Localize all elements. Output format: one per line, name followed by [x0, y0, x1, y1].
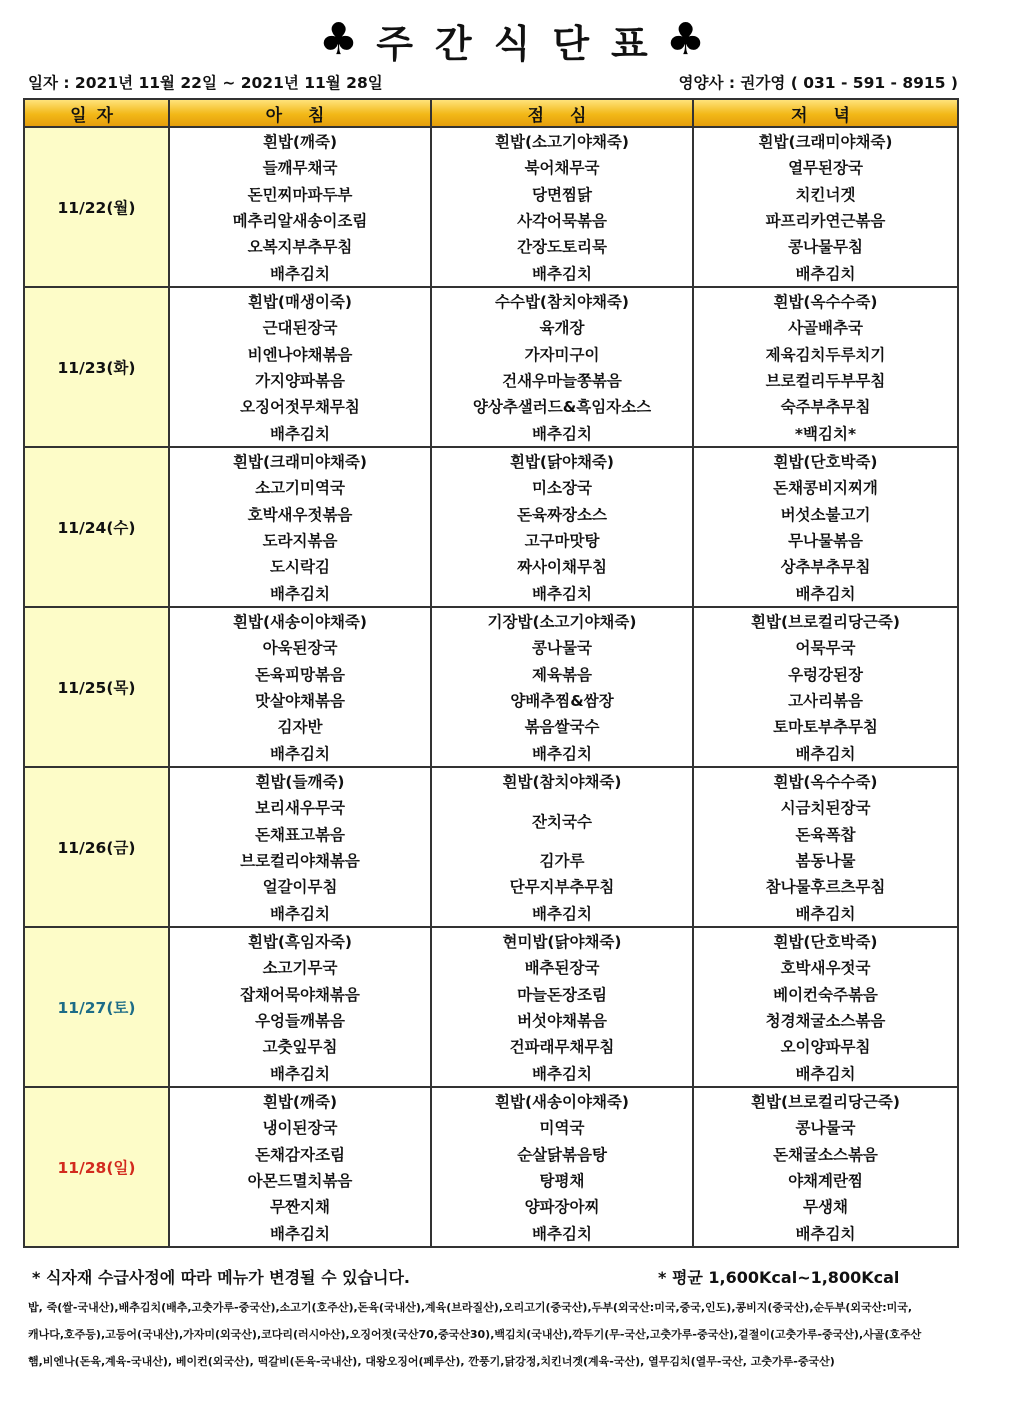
- day-date: 11/24(수): [24, 447, 169, 607]
- day-date: 11/23(화): [24, 287, 169, 447]
- dinner-cell: [693, 767, 958, 927]
- menu-item: 돈채표고볶음: [255, 825, 345, 844]
- menu-item: 배추김치: [270, 1064, 330, 1083]
- menu-item: 시금치된장국: [780, 799, 871, 818]
- menu-item: 콩나물국: [532, 639, 592, 658]
- title-text: 주간식단표: [376, 21, 670, 66]
- menu-item: 단무지부추무침: [509, 878, 615, 897]
- menu-item: 건파래무채무침: [509, 1038, 615, 1057]
- breakfast-cell: [169, 1087, 431, 1247]
- day-date: 11/25(목): [24, 607, 169, 767]
- menu-item: 배추김치: [532, 1224, 592, 1243]
- menu-item: 고춧잎무침: [262, 1038, 338, 1057]
- menu-item: 탕평채: [539, 1172, 585, 1191]
- menu-item: 배추김치: [795, 1064, 856, 1083]
- subheader: [28, 70, 958, 94]
- menu-item: 양배추찜&쌈장: [510, 692, 614, 711]
- menu-item: 순살닭볶음탕: [517, 1145, 607, 1164]
- menu-item: 흰밥(단호박죽): [773, 453, 878, 472]
- menu-item: 돈채콩비지찌개: [773, 479, 878, 498]
- menu-item: 흰밥(브로컬리당근죽): [751, 1093, 900, 1112]
- menu-item: 배추김치: [270, 264, 330, 283]
- menu-item: 봄동나물: [795, 852, 856, 871]
- menu-item: 미소장국: [532, 479, 592, 498]
- menu-item: 김가루: [539, 852, 585, 871]
- column-header-dinner: 저 녁: [693, 99, 958, 127]
- menu-item: 토마토부추무침: [773, 718, 878, 737]
- menu-item: 돈채감자조림: [255, 1145, 345, 1164]
- menu-item: 흰밥(새송이야채죽): [233, 613, 367, 632]
- menu-item: 콩나물국: [795, 1119, 856, 1138]
- day-row: [24, 127, 958, 287]
- menu-item: 흰밥(새송이야채죽): [495, 1093, 629, 1112]
- menu-item: 아몬드멸치볶음: [247, 1172, 353, 1191]
- menu-item: 무생채: [803, 1198, 848, 1217]
- menu-item: 도시락김: [270, 558, 330, 577]
- menu-item: 오이양파무침: [780, 1038, 871, 1057]
- menu-item: 소고기미역국: [255, 479, 345, 498]
- menu-item: 흰밥(참치야채죽): [502, 773, 622, 792]
- menu-item: 흰밥(들깨죽): [255, 773, 345, 792]
- menu-item: 흰밥(크래미야채죽): [233, 453, 367, 472]
- menu-item: 배추김치: [532, 744, 592, 763]
- menu-item: 치킨너겟: [795, 185, 856, 204]
- menu-item: 고사리볶음: [788, 692, 863, 711]
- menu-item: 비엔나야채볶음: [247, 345, 353, 364]
- menu-item: 양상추샐러드&흑임자소스: [472, 398, 652, 417]
- menu-item: 우엉들깨볶음: [255, 1012, 345, 1031]
- menu-item: 배추김치: [532, 264, 592, 283]
- menu-item: 호박새우젓볶음: [247, 505, 353, 524]
- menu-item: *백김치*: [794, 424, 857, 443]
- menu-item: 흰밥(매생이죽): [247, 293, 352, 312]
- menu-item: 야채계란찜: [788, 1172, 863, 1191]
- menu-item: 잔치국수: [532, 812, 592, 831]
- menu-item: 고구마맛탕: [524, 532, 600, 551]
- breakfast-cell: [169, 767, 431, 927]
- menu-item: 제육김치두루치기: [765, 345, 886, 364]
- menu-item: 북어채무국: [524, 159, 600, 178]
- dinner-cell: [693, 287, 958, 447]
- dinner-cell: [693, 1087, 958, 1247]
- menu-item: 제육볶음: [532, 665, 592, 684]
- dietitian-label: 영양사 : 권가영 ( 031 - 591 - 8915 ): [678, 74, 958, 92]
- breakfast-cell: [169, 927, 431, 1087]
- menu-item: 청경채굴소스볶음: [765, 1012, 886, 1031]
- menu-item: 열무된장국: [788, 159, 863, 178]
- menu-item: 배추된장국: [524, 959, 600, 978]
- breakfast-cell: [169, 287, 431, 447]
- menu-item: 짜사이채무침: [517, 558, 607, 577]
- menu-item: 배추김치: [795, 1224, 856, 1243]
- menu-item: 오징어젓무채무침: [240, 398, 360, 417]
- column-header-breakfast: 아 침: [169, 99, 431, 127]
- menu-item: 잡채어묵야채볶음: [240, 985, 360, 1004]
- menu-item: 김자반: [277, 718, 323, 737]
- menu-item: 브로컬리야채볶음: [240, 852, 360, 871]
- menu-item: 상추부추무침: [780, 558, 871, 577]
- origin-line: 햄,비엔나(돈육,계육-국내산), 베이컨(외국산), 떡갈비(돈육-국내산), 대왕오징어(페루산), 깐풍기,닭강정,치킨너겟(계육-국산), 열무김치(열무-국산, 고춧가루-중국산): [28, 1355, 835, 1368]
- lunch-cell: [431, 447, 693, 607]
- menu-item: 기장밥(소고기야채죽): [487, 613, 637, 632]
- menu-item: 배추김치: [532, 1064, 592, 1083]
- menu-item: 사골배추국: [788, 319, 863, 338]
- menu-item: 파프리카연근볶음: [765, 212, 886, 231]
- menu-item: 흰밥(흑임자죽): [247, 933, 352, 952]
- menu-item: 맛살야채볶음: [255, 692, 345, 711]
- menu-item: 배추김치: [532, 584, 592, 603]
- column-header-date: 일자: [24, 99, 169, 127]
- menu-item: 돈육짜장소스: [517, 505, 607, 524]
- menu-item: 흰밥(크래미야채죽): [758, 133, 893, 152]
- menu-item: 볶음쌀국수: [524, 718, 600, 737]
- menu-item: 배추김치: [270, 904, 330, 923]
- menu-item: 양파장아찌: [524, 1198, 600, 1217]
- day-row: [24, 447, 958, 607]
- menu-item: 흰밥(단호박죽): [773, 933, 878, 952]
- change-notice: * 식자재 수급사정에 따라 메뉴가 변경될 수 있습니다.: [32, 1268, 411, 1287]
- dinner-cell: [693, 127, 958, 287]
- club-icon-left: ♣: [318, 14, 359, 65]
- menu-item: 무짠지채: [270, 1198, 330, 1217]
- menu-item: 배추김치: [795, 264, 856, 283]
- menu-item: 도라지볶음: [262, 532, 338, 551]
- menu-item: 흰밥(소고기야채죽): [495, 133, 629, 152]
- lunch-cell: [431, 607, 693, 767]
- day-row: [24, 927, 958, 1087]
- menu-item: 배추김치: [532, 424, 592, 443]
- menu-item: 돈육피망볶음: [255, 665, 345, 684]
- menu-item: 오복지부추무침: [247, 238, 353, 257]
- menu-item: 보리새우무국: [255, 799, 345, 818]
- menu-item: 버섯야채볶음: [517, 1012, 607, 1031]
- lunch-cell: [431, 127, 693, 287]
- menu-item: 가지양파볶음: [255, 372, 345, 391]
- header-row: [24, 99, 958, 127]
- menu-item: 배추김치: [795, 584, 856, 603]
- menu-item: 건새우마늘쫑볶음: [502, 372, 622, 391]
- menu-item: 배추김치: [270, 1224, 330, 1243]
- menu-item: 사각어묵볶음: [517, 212, 607, 231]
- menu-item: 현미밥(닭야채죽): [502, 933, 622, 952]
- notes: [32, 1262, 932, 1288]
- menu-item: 미역국: [539, 1119, 585, 1138]
- day-date: 11/28(일): [24, 1087, 169, 1247]
- menu-item: 육개장: [539, 319, 585, 338]
- menu-table: [23, 98, 959, 1248]
- menu-item: 근대된장국: [262, 319, 338, 338]
- menu-item: 돈채굴소스볶음: [773, 1145, 878, 1164]
- menu-item: 소고기무국: [262, 959, 338, 978]
- column-header-lunch: 점 심: [431, 99, 693, 127]
- menu-item: 참나물후르츠무침: [765, 878, 886, 897]
- day-date: 11/22(월): [24, 127, 169, 287]
- menu-item: 흰밥(옥수수죽): [773, 293, 878, 312]
- menu-item: 마늘돈장조림: [517, 985, 607, 1004]
- menu-item: 숙주부추무침: [780, 398, 871, 417]
- breakfast-cell: [169, 127, 431, 287]
- origin-line: 캐나다,호주등),고등어(국내산),가자미(외국산),코다리(러시아산),오징어젓(국산70,중국산30),백김치(국내산),깍두기(무-국산,고춧가루-중국산),겉절이(고춧가루-중국산),사골(호주산: [28, 1328, 922, 1341]
- menu-item: 어묵무국: [795, 639, 856, 658]
- menu-item: 돈민찌마파두부: [247, 185, 353, 204]
- origin-line: 밥, 죽(쌀-국내산),배추김치(배추,고춧가루-중국산),소고기(호주산),돈육(국내산),계육(브라질산),오리고기(중국산),두부(외국산:미국,중국,인도),콩비지(중국산),순두부(외국산:미국,: [28, 1301, 913, 1314]
- dinner-cell: [693, 607, 958, 767]
- menu-item: 흰밥(깨죽): [262, 1093, 338, 1112]
- period-label: 일자 : 2021년 11월 22일 ~ 2021년 11월 28일: [28, 74, 383, 92]
- day-row: [24, 287, 958, 447]
- menu-item: 메추리알새송이조림: [232, 212, 368, 231]
- day-row: [24, 767, 958, 927]
- calorie-notice: * 평균 1,600Kcal~1,800Kcal: [658, 1268, 900, 1287]
- menu-item: 배추김치: [270, 744, 330, 763]
- day-date: 11/27(토): [24, 927, 169, 1087]
- day-row: [24, 1087, 958, 1247]
- menu-item: 배추김치: [795, 904, 856, 923]
- menu-item: 콩나물무침: [788, 238, 863, 257]
- menu-item: 호박새우젓국: [780, 959, 871, 978]
- menu-item: 얼갈이무침: [262, 878, 338, 897]
- menu-item: 배추김치: [532, 904, 592, 923]
- lunch-cell: [431, 1087, 693, 1247]
- menu-item: 배추김치: [270, 584, 330, 603]
- menu-item: 수수밥(참치야채죽): [495, 293, 629, 312]
- day-row: [24, 607, 958, 767]
- menu-item: 아욱된장국: [262, 639, 338, 658]
- menu-item: 버섯소불고기: [780, 505, 871, 524]
- menu-item: 흰밥(브로컬리당근죽): [751, 613, 900, 632]
- menu-item: 들깨무채국: [262, 159, 338, 178]
- menu-item: 냉이된장국: [262, 1119, 338, 1138]
- lunch-cell: [431, 927, 693, 1087]
- menu-item: 배추김치: [270, 424, 330, 443]
- lunch-cell: [431, 767, 693, 927]
- menu-item: 가자미구이: [524, 345, 600, 364]
- menu-item: 흰밥(옥수수죽): [773, 773, 878, 792]
- breakfast-cell: [169, 447, 431, 607]
- dinner-cell: [693, 927, 958, 1087]
- origin-info: [28, 1294, 968, 1375]
- breakfast-cell: [169, 607, 431, 767]
- menu-item: 배추김치: [795, 744, 856, 763]
- menu-item: 베이컨숙주볶음: [773, 985, 878, 1004]
- menu-item: 무나물볶음: [788, 532, 863, 551]
- dinner-cell: [693, 447, 958, 607]
- club-icon-right: ♣: [665, 14, 706, 65]
- menu-item: 간장도토리묵: [517, 238, 607, 257]
- menu-item: 돈육폭찹: [795, 825, 856, 844]
- day-date: 11/26(금): [24, 767, 169, 927]
- menu-item: 흰밥(닭야채죽): [509, 453, 614, 472]
- menu-item: 우렁강된장: [788, 665, 863, 684]
- menu-item: 당면찜닭: [532, 185, 592, 204]
- menu-item: 브로컬리두부무침: [765, 372, 886, 391]
- page-title: [0, 8, 1024, 72]
- menu-item: 흰밥(깨죽): [262, 133, 338, 152]
- lunch-cell: [431, 287, 693, 447]
